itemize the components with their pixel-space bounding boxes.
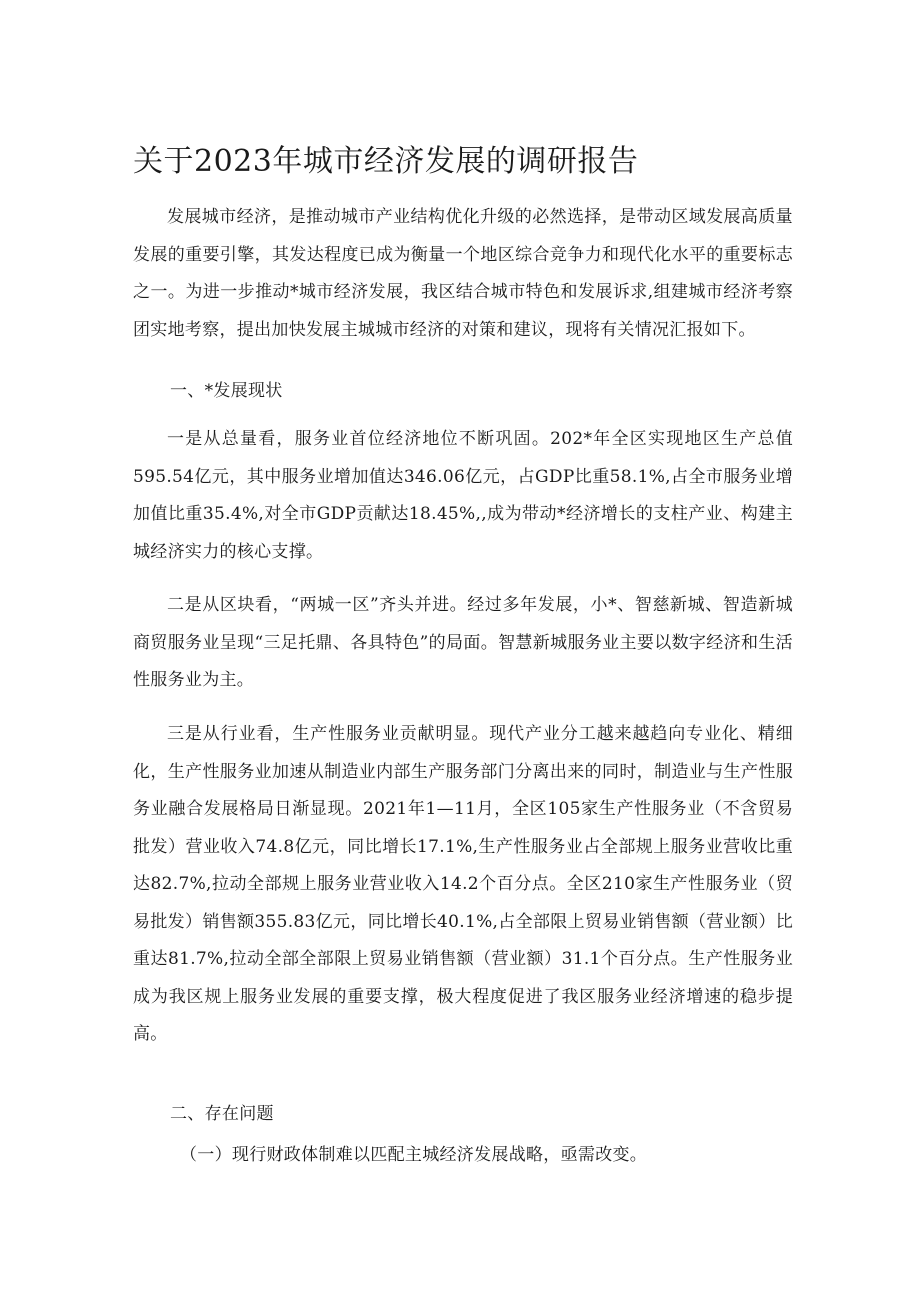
paragraph-district-blocks: 二是从区块看，“两城一区”齐头并进。经过多年发展，小*、智慈新城、智造新城商贸服务业呈现“三足托鼎、各具特色”的局面。智慧新城服务业主要以数字经济和生活性服务业为主。 [133, 595, 793, 690]
paragraph-industry: 三是从行业看，生产性服务业贡献明显。现代产业分工越来越趋向专业化、精细化，生产性服务业加速从制造业内部生产服务部门分离出来的同时，制造业与生产性服务业融合发展格局日渐显现。2021年1—11月，全区105家生产性服务业（不含贸易批发）营业收入74.8亿元，同比增长17.1%,生产性服务业占全部规上服务业营收比重达82.7%,拉动全部规上服务业营业收入14.2个百分点。全区210家生产性服务业（贸易批发）销售额355.83亿元，同比增长40.1%,占全部限上贸易业销售额（营业额）比重达81.7%,拉动全部全部限上贸易业销售额（营业额）31.1个百分点。生产性服务业成为我区规上服务业发展的重要支撑，极大程度促进了我区服务业经济增速的稳步提高。 [133, 724, 793, 1044]
section-heading-current-status: 一、*发展现状 [170, 381, 283, 401]
subsection-heading-fiscal-system: （一）现行财政体制难以匹配主城经济发展战略，亟需改变。 [180, 1145, 648, 1165]
intro-paragraph: 发展城市经济，是推动城市产业结构优化升级的必然选择，是带动区域发展高质量发展的重要引擎，其发达程度已成为衡量一个地区综合竞争力和现代化水平的重要标志之一。为进一步推动*城市经济发展，我区结合城市特色和发展诉求,组建城市经济考察团实地考察，提出加快发展主城城市经济的对策和建议，现将有关情况汇报如下。 [133, 207, 793, 340]
document-title: 关于2023年城市经济发展的调研报告 [133, 144, 639, 179]
section-heading-problems: 二、存在问题 [170, 1104, 274, 1124]
paragraph-total-volume: 一是从总量看，服务业首位经济地位不断巩固。202*年全区实现地区生产总值595.54亿元，其中服务业增加值达346.06亿元，占GDP比重58.1%,占全市服务业增加值比重35.4%,对全市GDP贡献达18.45%,,成为带动*经济增长的支柱产业、构建主城经济实力的核心支撑。 [133, 429, 793, 562]
